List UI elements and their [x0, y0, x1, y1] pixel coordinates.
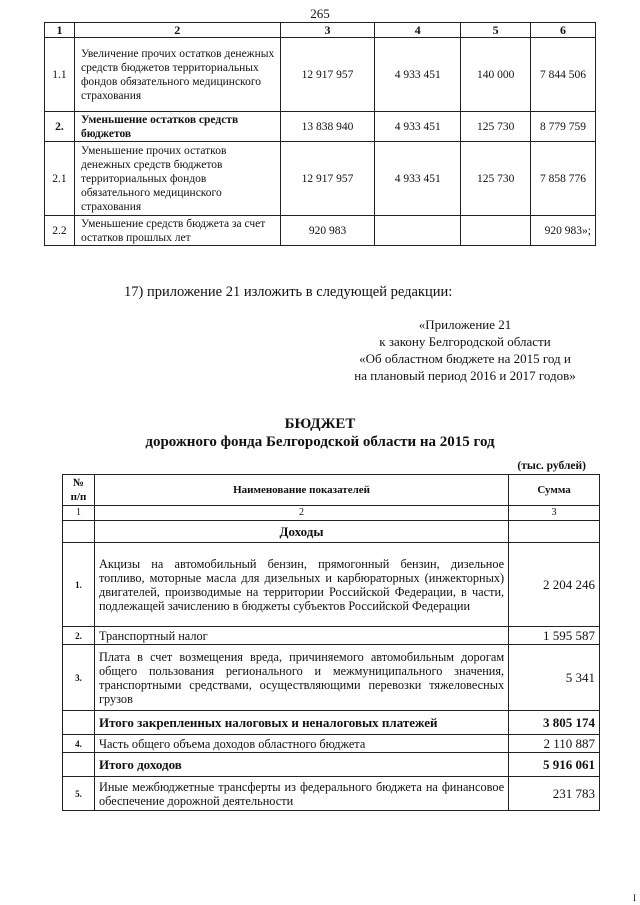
row-number: 2.1 [45, 142, 75, 216]
cell-value: 12 917 957 [280, 38, 375, 112]
header-cell: 2 [74, 23, 280, 38]
header-num: № п/п [63, 475, 95, 506]
title-line: дорожного фонда Белгородской области на 2015 год [145, 434, 495, 450]
row-name: Уменьшение средств бюджета за счет остатков прошлых лет [74, 216, 280, 246]
row-sum: 1 595 587 [509, 627, 600, 645]
column-number-row [63, 506, 600, 521]
cell-value: 125 730 [461, 142, 531, 216]
table-row [63, 543, 600, 627]
header-name: Наименование показателей [94, 475, 508, 506]
total-row [63, 753, 600, 777]
table-row [45, 216, 596, 246]
table-row [63, 645, 600, 711]
cell-value: 4 933 451 [375, 142, 461, 216]
total-row [63, 711, 600, 735]
row-number: 5. [63, 777, 95, 811]
total-fixed-sum: 3 805 174 [509, 711, 600, 735]
table-row [45, 38, 596, 112]
cell-value: 8 779 759 [531, 112, 596, 142]
table-row [45, 142, 596, 216]
units-label: (тыс. рублей) [517, 460, 586, 472]
column-number: 1 [63, 506, 95, 521]
cell-value: 920 983 [280, 216, 375, 246]
row-name: Иные межбюджетные трансферты из федерального бюджета на финансовое обеспечение дорожной деятельности [94, 777, 508, 811]
row-number: 3. [63, 645, 95, 711]
header-cell: 1 [45, 23, 75, 38]
table-row [63, 777, 600, 811]
row-name: Уменьшение остатков средств бюджетов [74, 112, 280, 142]
appendix-heading [330, 316, 600, 384]
row-name: Плата в счет возмещения вреда, причиняемого автомобильным дорогам общего пользования регионального и межмуниципального значения, транспортными средствами, осуществляющими перевозки тяжеловесных грузов [94, 645, 508, 711]
table-row [45, 112, 596, 142]
row-name: Акцизы на автомобильный бензин, прямогонный бензин, дизельное топливо, моторные масла для дизельных и карбюраторных (инжекторных) двигателей, производимые на территории Российской Федерации, в части, подлежащей зачислению в бюджеты субъектов Российской Федерации [94, 543, 508, 627]
total-income-label: Итого доходов [94, 753, 508, 777]
cell-value [461, 216, 531, 246]
table-row [63, 735, 600, 753]
cell-value: 12 917 957 [280, 142, 375, 216]
section-row [63, 521, 600, 543]
cell-value: 4 933 451 [375, 112, 461, 142]
total-fixed-label: Итого закрепленных налоговых и неналоговых платежей [94, 711, 508, 735]
row-name: Транспортный налог [94, 627, 508, 645]
table-header-row [63, 475, 600, 506]
appendix-line: «Приложение 21 [418, 317, 512, 332]
total-income-sum: 5 916 061 [509, 753, 600, 777]
table-row [63, 627, 600, 645]
row-name: Уменьшение прочих остатков денежных средств бюджетов территориальных фондов обязательного медицинского страхования [74, 142, 280, 216]
appendix-line: к закону Белгородской области [379, 334, 551, 349]
header-cell: 6 [531, 23, 596, 38]
row-sum: 2 204 246 [509, 543, 600, 627]
cell-value: 7 844 506 [531, 38, 596, 112]
cell-value: 125 730 [461, 112, 531, 142]
title-line: БЮДЖЕТ [284, 416, 356, 432]
row-number: 2. [63, 627, 95, 645]
row-sum: 2 110 887 [509, 735, 600, 753]
row-number: 4. [63, 735, 95, 753]
column-number: 2 [94, 506, 508, 521]
cell-value: 920 983»; [531, 216, 596, 246]
header-sum: Сумма [509, 475, 600, 506]
row-sum: 5 341 [509, 645, 600, 711]
table-header-row [45, 23, 596, 38]
cell-value: 140 000 [461, 38, 531, 112]
row-number: 2.2 [45, 216, 75, 246]
document-title [0, 415, 640, 451]
row-name: Увеличение прочих остатков денежных средств бюджетов территориальных фондов обязательного медицинского страхования [74, 38, 280, 112]
cell-value [375, 216, 461, 246]
appendix-line: на плановый период 2016 и 2017 годов» [354, 368, 576, 383]
header-cell: 3 [280, 23, 375, 38]
cell-value: 7 858 776 [531, 142, 596, 216]
header-cell: 5 [461, 23, 531, 38]
column-number: 3 [509, 506, 600, 521]
row-number: 1. [63, 543, 95, 627]
row-number: 1.1 [45, 38, 75, 112]
section-income: Доходы [94, 521, 508, 543]
continuation-table [44, 22, 596, 246]
row-name: Часть общего объема доходов областного бюджета [94, 735, 508, 753]
appendix-line: «Об областном бюджете на 2015 год и [359, 351, 571, 366]
row-number: 2. [45, 112, 75, 142]
page-number: 265 [310, 6, 330, 21]
header-cell: 4 [375, 23, 461, 38]
cell-value: 13 838 940 [280, 112, 375, 142]
paragraph-17: 17) приложение 21 изложить в следующей редакции: [124, 284, 453, 300]
corner-mark: I [633, 893, 636, 903]
row-sum: 231 783 [509, 777, 600, 811]
cell-value: 4 933 451 [375, 38, 461, 112]
budget-table [62, 474, 600, 811]
